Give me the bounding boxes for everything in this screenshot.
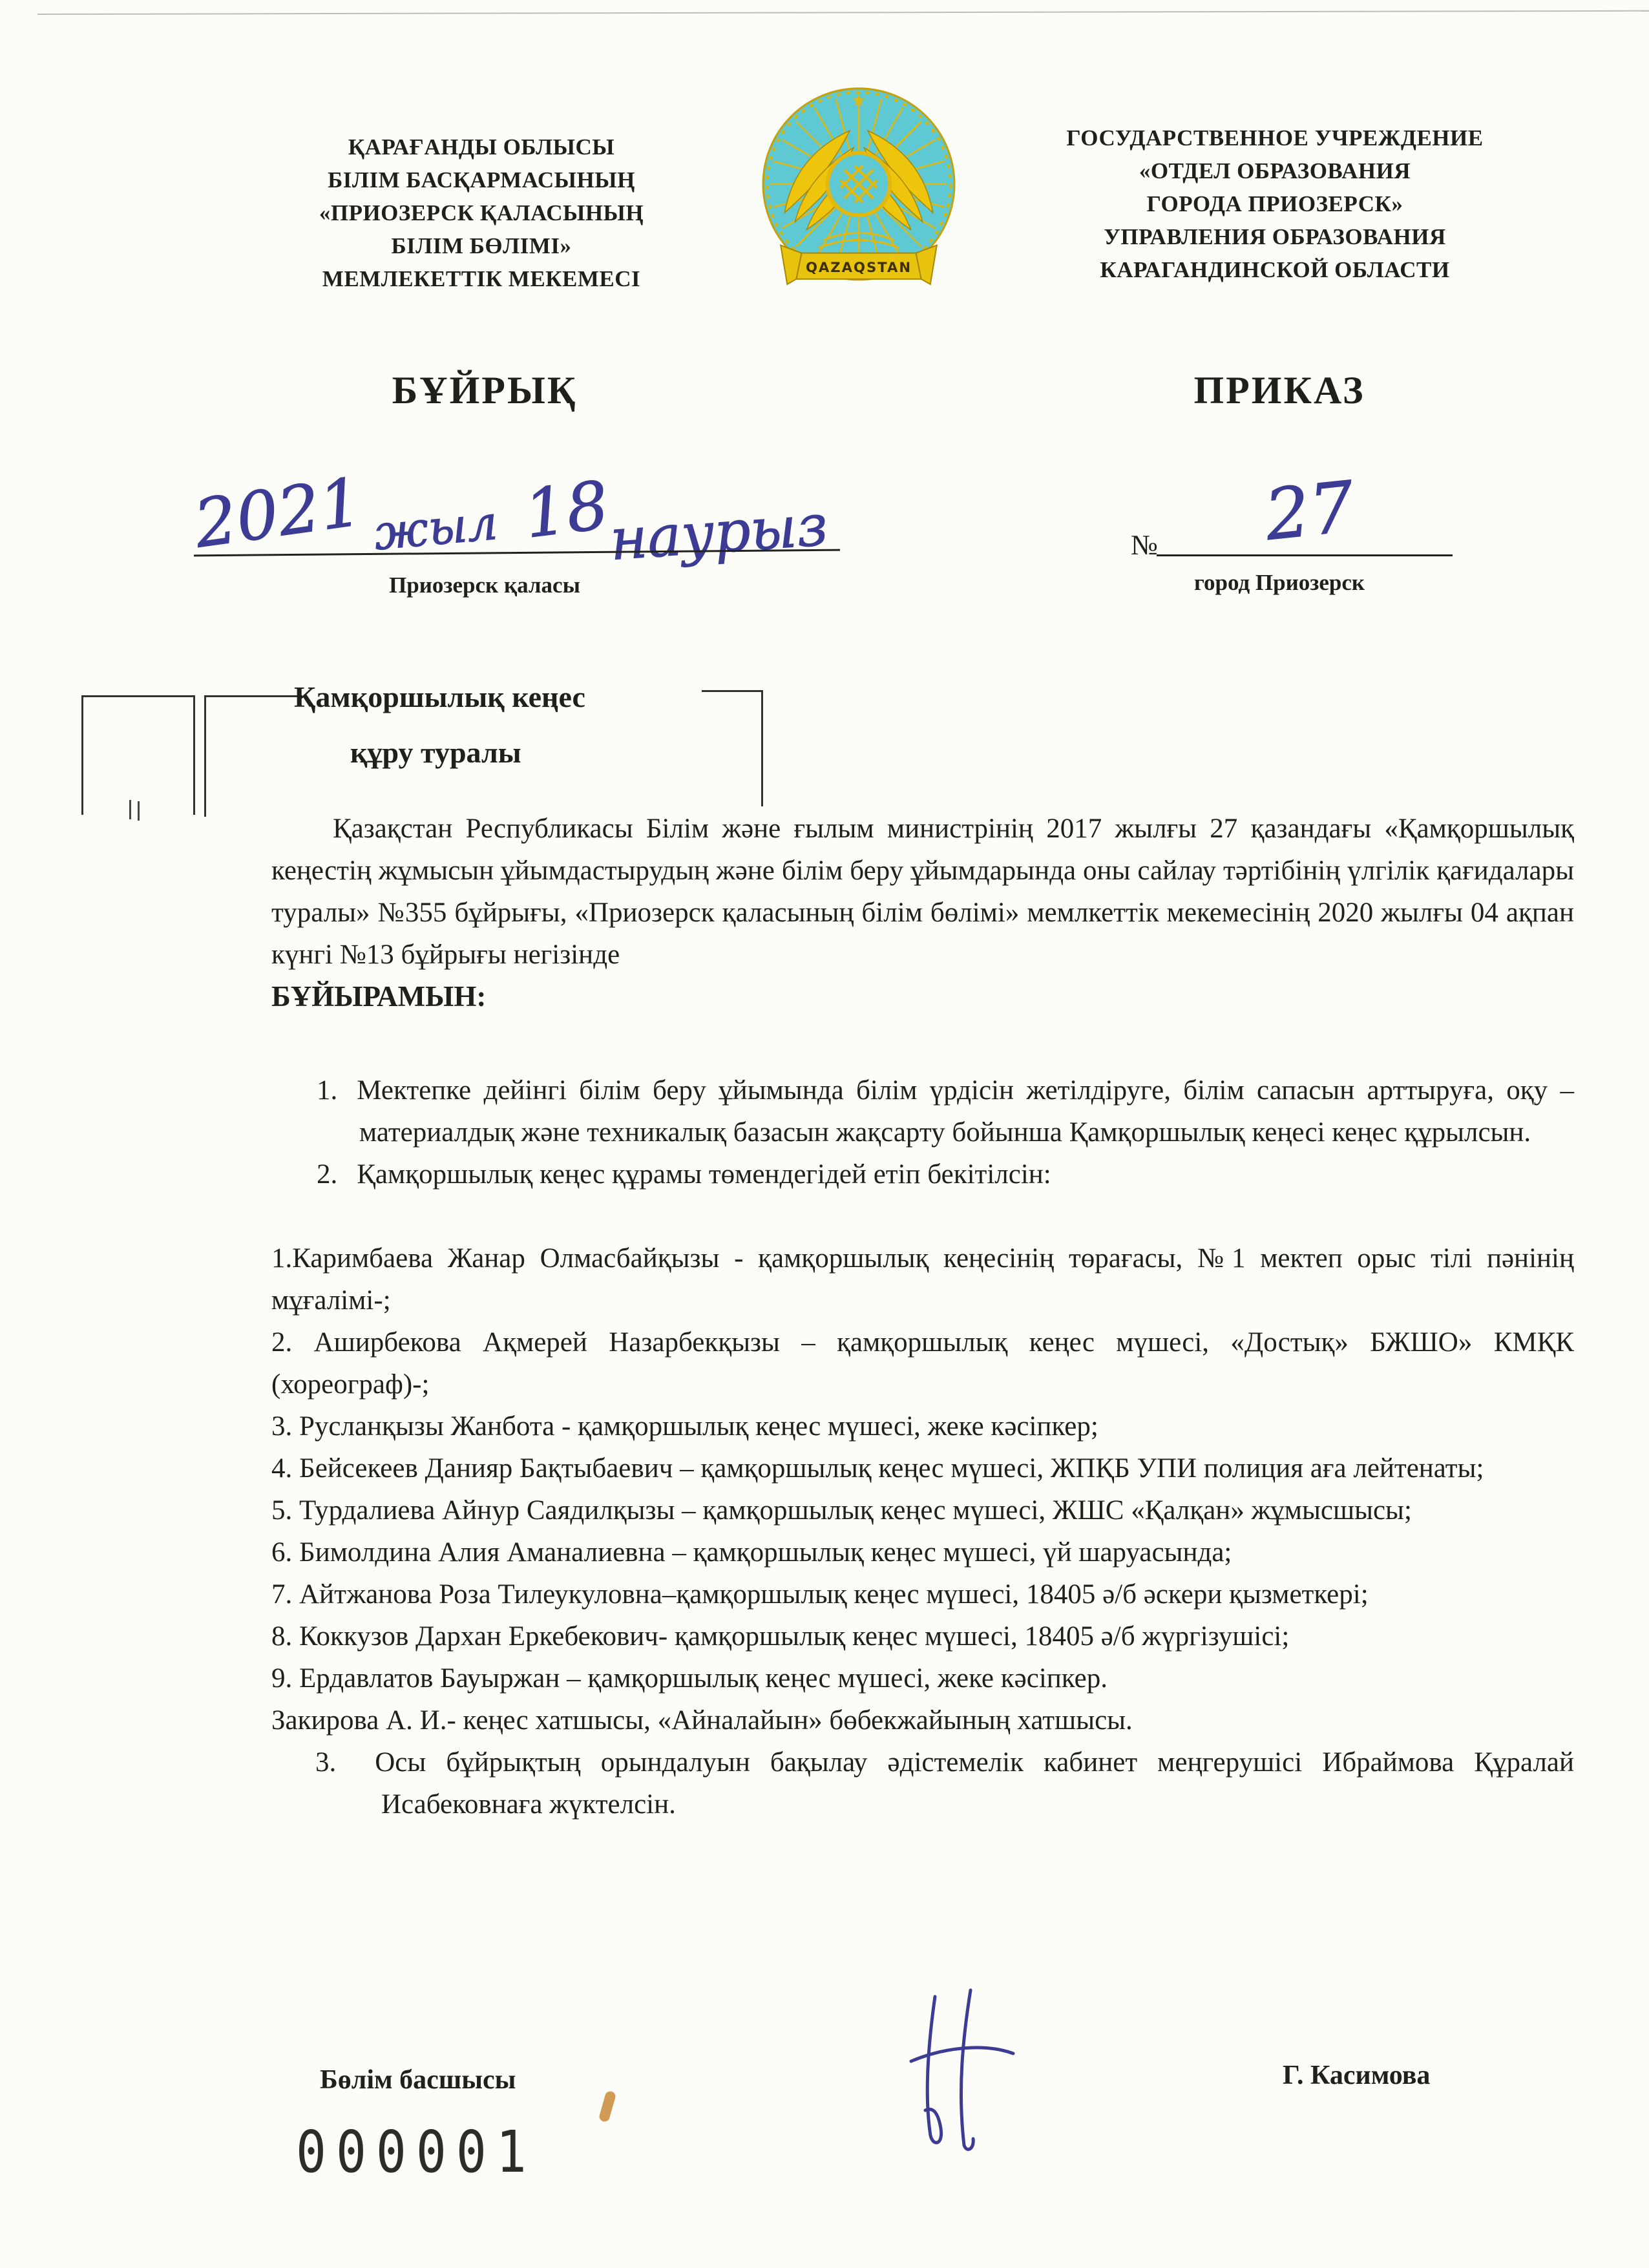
svg-text:27: 27: [1261, 467, 1358, 556]
org-name-kazakh: [278, 131, 685, 295]
emblem-star-icon: ★: [851, 91, 867, 110]
intro-paragraph: Қазақстан Республикасы Білім және ғылым министрінің 2017 жылғы 27 қазандағы «Қамқоршылық кеңестің жұмысын ұйымдастырудың және білім беру ұйымдарында оны сайлау тәртібінің үлгілік қағидалары туралы» №355 бұйрығы, «Приозерск қаласының білім бөлімі» мемлкеттік мекемесінің 2020 жылғы 04 ақпан күнгі №13 бұйрығы негізінде: [271, 814, 1574, 970]
member-row: 1.Каримбаева Жанар Олмасбайқызы - қамқоршылық кеңесінің төрағасы, №1 мектеп орыс тілі пәнінің мұғалімі-;: [271, 1243, 1574, 1316]
item-text: Осы бұйрықтың орындалуын бақылау әдістемелік кабинет меңгерушісі Ибраймова Құралай Исабековнаға жүктелсін.: [375, 1747, 1574, 1820]
ordered-item-2: [271, 1153, 1574, 1195]
signer-name: Г. Касимова: [1283, 2061, 1431, 2090]
handwritten-date-year: 2021: [189, 463, 367, 563]
order-body: [271, 808, 1574, 1825]
handwritten-signature: [874, 1982, 1029, 2157]
member-row: Закирова А. И.- кеңес хатшысы, «Айналайын» бөбекжайының хатшысы.: [271, 1705, 1133, 1736]
place-kazakh: Приозерск қаласы: [389, 572, 580, 598]
org-line: КАРАГАНДИНСКОЙ ОБЛАСТИ: [1100, 257, 1450, 282]
org-line: БІЛІМ БӨЛІМІ»: [391, 233, 572, 258]
item-text: Мектепке дейінгі білім беру ұйымында білім үрдісін жетілдіруге, білім сапасын арттыруға, оқу – материалдық және техникалық базасын жақсарту бойынша Қамқоршылық кеңесі кеңес құрылсын.: [357, 1075, 1574, 1148]
form-box-artifact: [81, 695, 195, 815]
org-line: ҚАРАҒАНДЫ ОБЛЫСЫ: [348, 134, 615, 160]
form-box-artifact: [702, 690, 762, 692]
item-text: Қамқоршылық кеңес құрамы төмендегідей етіп бекітілсін:: [357, 1159, 1051, 1190]
ordered-item-3: [271, 1741, 1574, 1825]
item-marker: 2.: [317, 1159, 338, 1190]
org-name-russian: [1013, 121, 1537, 286]
subject-line-1: Қамқоршылық кеңес: [294, 680, 585, 713]
member-row: 3. Русланқызы Жанбота - қамқоршылық кеңес мүшесі, жеке кәсіпкер;: [271, 1411, 1098, 1442]
paper-stain-artifact: [598, 2090, 617, 2123]
org-line: ГОСУДАРСТВЕННОЕ УЧРЕЖДЕНИЕ: [1066, 125, 1484, 151]
item-marker: 3.: [315, 1747, 337, 1778]
member-row: 4. Бейсекеев Данияр Бақтыбаевич – қамқоршылық кеңес мүшесі, ЖПҚБ УПИ полиция аға лейтенаты;: [271, 1453, 1484, 1484]
order-title-russian: ПРИКАЗ: [1193, 369, 1365, 412]
ordered-item-1: [271, 1069, 1574, 1153]
emblem-banner-text: QAZAQSTAN: [805, 258, 912, 275]
handwritten-order-number: [1221, 446, 1434, 588]
org-line: «ПРИОЗЕРСК ҚАЛАСЫНЫҢ: [319, 200, 644, 226]
member-row: 9. Ердавлатов Бауыржан – қамқоршылық кеңес мүшесі, жеке кәсіпкер.: [271, 1663, 1108, 1694]
scan-tick-artifact: [138, 801, 140, 821]
member-row: 7. Айтжанова Роза Тилеукуловна–қамқоршылық кеңес мүшесі, 18405 ә/б әскери қызметкері;: [271, 1579, 1369, 1610]
org-line: «ОТДЕЛ ОБРАЗОВАНИЯ: [1139, 158, 1411, 184]
item-marker: 1.: [317, 1075, 338, 1106]
org-line: УПРАВЛЕНИЯ ОБРАЗОВАНИЯ: [1104, 224, 1446, 249]
kazakhstan-coat-of-arms-icon: [761, 83, 956, 302]
form-box-artifact: [761, 690, 763, 806]
handwritten-date-word: жыл: [372, 495, 500, 562]
registration-stamp-number: 000001: [296, 2119, 536, 2186]
handwritten-date-day: 18: [520, 467, 613, 554]
scan-edge-artifact: [37, 10, 1649, 15]
signer-position-title: Бөлім басшысы: [320, 2065, 516, 2095]
org-line: МЕМЛЕКЕТТІК МЕКЕМЕСІ: [322, 266, 641, 291]
number-label: №: [1131, 529, 1158, 561]
form-box-artifact: [204, 695, 302, 697]
scan-tick-artifact: [129, 800, 131, 819]
form-box-artifact: [204, 695, 206, 817]
org-line: БІЛІМ БАСҚАРМАСЫНЫҢ: [328, 167, 635, 193]
subject-line-2: құру туралы: [350, 736, 521, 769]
order-title-kazakh: БҰЙРЫҚ: [392, 369, 578, 412]
member-row: 2. Аширбекова Ақмерей Назарбекқызы – қамқоршылық кеңес мүшесі, «Достық» БЖШО» КМҚК (хореограф)-;: [271, 1327, 1574, 1400]
org-line: ГОРОДА ПРИОЗЕРСК»: [1146, 191, 1403, 216]
member-row: 8. Коккузов Дархан Еркебекович- қамқоршылық кеңес мүшесі, 18405 ә/б жүргізушісі;: [271, 1621, 1290, 1652]
member-row: 5. Турдалиева Айнур Саядилқызы – қамқоршылық кеңес мүшесі, ЖШС «Қалқан» жұмысшысы;: [271, 1495, 1412, 1526]
handwritten-date-month: наурыз: [607, 491, 830, 573]
member-row: 6. Бимолдина Алия Аманалиевна – қамқоршылық кеңес мүшесі, үй шаруасында;: [271, 1537, 1232, 1568]
place-russian: город Приозерск: [1193, 570, 1365, 595]
council-members-list: [271, 1237, 1574, 1741]
resolve-word: БҰЙЫРАМЫН:: [271, 980, 487, 1013]
